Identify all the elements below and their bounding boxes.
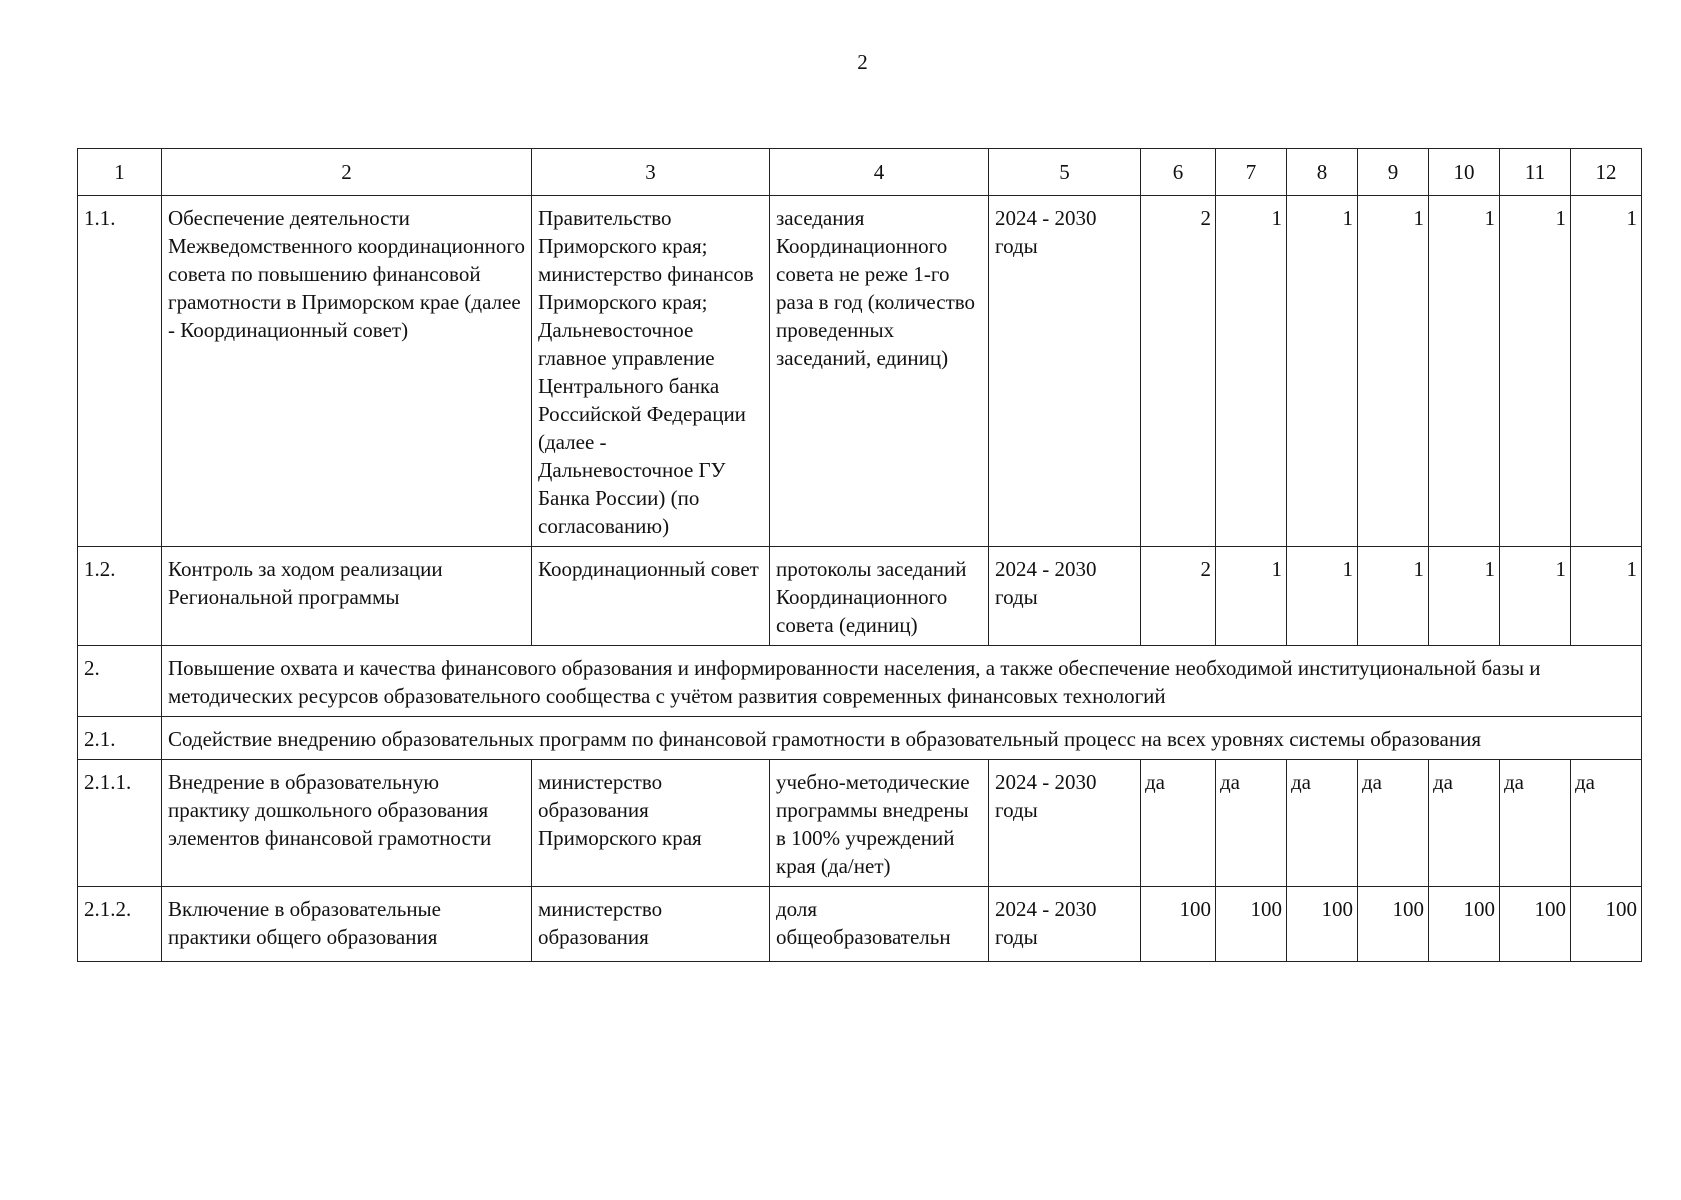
column-header: 2 xyxy=(162,149,532,196)
column-header: 1 xyxy=(78,149,162,196)
executor: министерство образования xyxy=(532,887,770,962)
year-value: да xyxy=(1571,760,1642,887)
activity-name: Обеспечение деятельности Межведомственного координационного совета по повышению финансовой грамотности в Приморском крае (далее - Координационный совет) xyxy=(162,196,532,547)
section-number: 2.1. xyxy=(78,717,162,760)
year-value: 1 xyxy=(1358,196,1429,547)
year-value: 100 xyxy=(1141,887,1216,962)
column-header: 11 xyxy=(1500,149,1571,196)
column-header: 12 xyxy=(1571,149,1642,196)
item-number: 2.1.2. xyxy=(78,887,162,962)
year-value: 1 xyxy=(1216,547,1287,646)
table-row xyxy=(78,760,1642,887)
indicator: доля общеобразовательн xyxy=(770,887,989,962)
year-value: 1 xyxy=(1500,196,1571,547)
year-value: 100 xyxy=(1571,887,1642,962)
table-row xyxy=(78,887,1642,962)
page-number: 2 xyxy=(857,50,868,74)
year-value: да xyxy=(1141,760,1216,887)
period: 2024 - 2030 годы xyxy=(989,196,1141,547)
year-value: 100 xyxy=(1429,887,1500,962)
year-value: да xyxy=(1287,760,1358,887)
section-number: 2. xyxy=(78,646,162,717)
executor: министерство образования Приморского края xyxy=(532,760,770,887)
period: 2024 - 2030 годы xyxy=(989,547,1141,646)
period: 2024 - 2030 годы xyxy=(989,760,1141,887)
activity-name: Включение в образовательные практики общего образования xyxy=(162,887,532,962)
year-value: 100 xyxy=(1500,887,1571,962)
year-value: 100 xyxy=(1216,887,1287,962)
indicator: учебно-методические программы внедрены в 100% учреждений края (да/нет) xyxy=(770,760,989,887)
year-value: да xyxy=(1500,760,1571,887)
year-value: 1 xyxy=(1216,196,1287,547)
year-value: 100 xyxy=(1358,887,1429,962)
column-header: 8 xyxy=(1287,149,1358,196)
item-number: 1.1. xyxy=(78,196,162,547)
section-title: Содействие внедрению образовательных программ по финансовой грамотности в образовательный процесс на всех уровнях системы образования xyxy=(162,717,1642,760)
year-value: да xyxy=(1429,760,1500,887)
section-row xyxy=(78,717,1642,760)
table-row xyxy=(78,547,1642,646)
year-value: 2 xyxy=(1141,547,1216,646)
column-header: 3 xyxy=(532,149,770,196)
year-value: 1 xyxy=(1287,547,1358,646)
year-value: 1 xyxy=(1287,196,1358,547)
activity-name: Внедрение в образовательную практику дошкольного образования элементов финансовой грамотности xyxy=(162,760,532,887)
year-value: да xyxy=(1216,760,1287,887)
year-value: 2 xyxy=(1141,196,1216,547)
column-header: 7 xyxy=(1216,149,1287,196)
item-number: 1.2. xyxy=(78,547,162,646)
section-title: Повышение охвата и качества финансового образования и информированности населения, а также обеспечение необходимой институциональной базы и методических ресурсов образовательного сообщества с учётом развития современных финансовых технологий xyxy=(162,646,1642,717)
indicator: заседания Координационного совета не реже 1-го раза в год (количество проведенных заседаний, единиц) xyxy=(770,196,989,547)
column-header: 6 xyxy=(1141,149,1216,196)
period: 2024 - 2030 годы xyxy=(989,887,1141,962)
year-value: 1 xyxy=(1571,196,1642,547)
activity-name: Контроль за ходом реализации Региональной программы xyxy=(162,547,532,646)
section-row xyxy=(78,646,1642,717)
indicator: протоколы заседаний Координационного совета (единиц) xyxy=(770,547,989,646)
column-header: 4 xyxy=(770,149,989,196)
column-numbers-row xyxy=(78,149,1642,196)
year-value: 1 xyxy=(1429,196,1500,547)
column-header: 9 xyxy=(1358,149,1429,196)
executor: Правительство Приморского края; министерство финансов Приморского края; Дальневосточное главное управление Центрального банка Российской Федерации (далее - Дальневосточное ГУ Банка России) (по согласованию) xyxy=(532,196,770,547)
executor: Координационный совет xyxy=(532,547,770,646)
table-row xyxy=(78,196,1642,547)
program-activities-table xyxy=(77,148,1642,962)
year-value: 1 xyxy=(1358,547,1429,646)
column-header: 5 xyxy=(989,149,1141,196)
year-value: 100 xyxy=(1287,887,1358,962)
column-header: 10 xyxy=(1429,149,1500,196)
year-value: 1 xyxy=(1571,547,1642,646)
year-value: да xyxy=(1358,760,1429,887)
item-number: 2.1.1. xyxy=(78,760,162,887)
year-value: 1 xyxy=(1500,547,1571,646)
year-value: 1 xyxy=(1429,547,1500,646)
